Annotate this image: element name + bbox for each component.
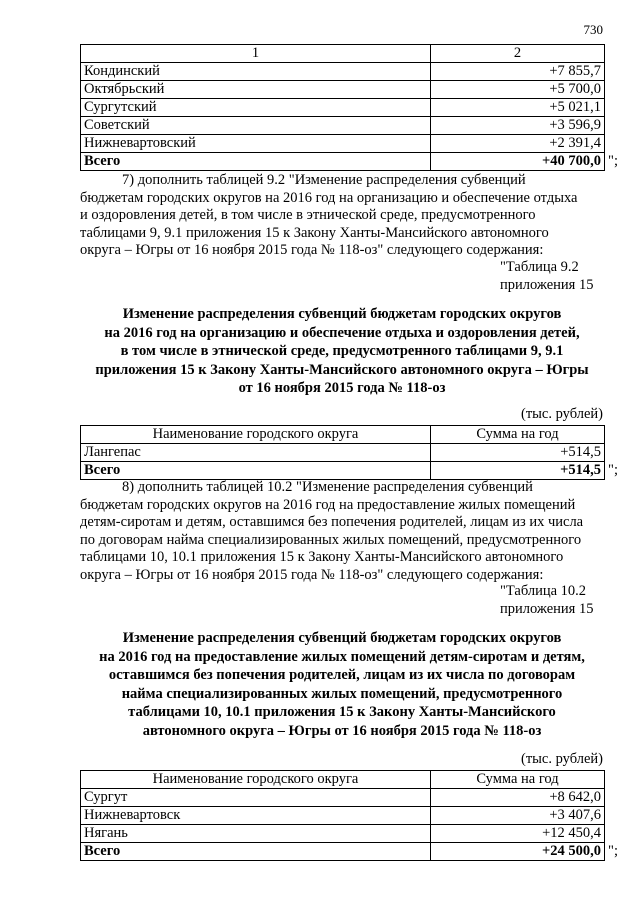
heading-line: на 2016 год на предоставление жилых помещений детям-сиротам и детям, xyxy=(99,648,585,665)
district-name: Октябрьский xyxy=(81,81,431,99)
table-row xyxy=(81,807,605,825)
amount-value: +514,5 xyxy=(431,444,605,462)
paragraph-line: таблицами 9, 9.1 приложения 15 к Закону Ханты-Мансийского автономного xyxy=(80,224,549,241)
district-name: Нижневартовск xyxy=(81,807,431,825)
heading-line: от 16 ноября 2015 года № 118-оз xyxy=(238,380,446,396)
heading-line: автономного округа – Югры от 16 ноября 2015 года № 118-оз xyxy=(142,722,542,739)
total-value xyxy=(431,843,618,861)
table-row xyxy=(81,789,605,807)
units-label: (тыс. рублей) xyxy=(521,751,603,767)
amount-value: +5 700,0 xyxy=(431,81,605,99)
amendment-paragraph-8 xyxy=(80,479,604,584)
table-header-row xyxy=(81,45,605,63)
heading-line: Изменение распределения субвенций бюджетам городских округов xyxy=(122,306,562,322)
amount-value: +5 021,1 xyxy=(431,99,605,117)
district-name: Сургут xyxy=(81,789,431,807)
column-header: Сумма на год xyxy=(431,771,605,789)
table-reference-10-2 xyxy=(500,583,593,618)
units-label: (тыс. рублей) xyxy=(521,406,603,422)
heading-line: приложения 15 к Закону Ханты-Мансийского автономного округа – Югры xyxy=(95,361,589,378)
table-reference-line: приложения 15 xyxy=(500,600,594,617)
table-row xyxy=(81,117,605,135)
table-row xyxy=(81,135,605,153)
heading-line: найма специализированных жилых помещений, предусмотренного xyxy=(121,685,563,702)
amount-value: +12 450,4 xyxy=(431,825,605,843)
column-header: Сумма на год xyxy=(431,426,605,444)
amount-value: +3 407,6 xyxy=(431,807,605,825)
paragraph-line: таблицами 10, 10.1 приложения 15 к Закону Ханты-Мансийского автономного xyxy=(80,549,564,565)
table-row xyxy=(81,81,605,99)
district-name: Кондинский xyxy=(81,63,431,81)
table-row xyxy=(81,444,605,462)
amendment-paragraph-7 xyxy=(80,172,604,260)
total-amount: +514,5 xyxy=(560,462,601,478)
paragraph-line: бюджетам городских округов на 2016 год на предоставление жилых помещений xyxy=(80,496,576,513)
district-name: Нижневартовский xyxy=(81,135,431,153)
table-10-2-heading xyxy=(80,629,604,740)
closing-quote: "; xyxy=(608,462,618,478)
paragraph-line: по договорам найма специализированных жилых помещений, предусмотренного xyxy=(80,531,582,548)
column-header: 2 xyxy=(431,45,605,63)
total-label: Всего xyxy=(81,153,431,171)
heading-line: в том числе в этнической среде, предусмотренного таблицами 9, 9.1 xyxy=(120,343,564,359)
paragraph-line: округа – Югры от 16 ноября 2015 года № 118-оз" следующего содержания: xyxy=(80,566,544,583)
page-number: 730 xyxy=(583,22,603,37)
column-header: Наименование городского округа xyxy=(81,771,431,789)
district-table-1 xyxy=(80,44,618,171)
heading-line: Изменение распределения субвенций бюджетам городских округов xyxy=(122,630,562,646)
district-name: Советский xyxy=(81,117,431,135)
table-header-row xyxy=(81,426,605,444)
table-row xyxy=(81,63,605,81)
heading-line: на 2016 год на организацию и обеспечение отдыха и оздоровления детей, xyxy=(104,324,580,341)
table-9-2-heading xyxy=(80,305,604,398)
amount-value: +7 855,7 xyxy=(431,63,605,81)
paragraph-line: 8) дополнить таблицей 10.2 "Изменение распределения субвенций xyxy=(122,479,533,495)
total-label: Всего xyxy=(81,462,431,480)
table-reference-line: "Таблица 10.2 xyxy=(500,583,587,599)
district-name: Нягань xyxy=(81,825,431,843)
total-row xyxy=(81,462,605,480)
table-header-row xyxy=(81,771,605,789)
total-amount: +40 700,0 xyxy=(541,153,601,169)
paragraph-line: и оздоровления детей, в том числе в этнической среде, предусмотренного xyxy=(80,207,536,223)
heading-line: таблицами 10, 10.1 приложения 15 к Закону Ханты-Мансийского xyxy=(128,704,556,720)
heading-line: оставшимся без попечения родителей, лицам из их числа по договорам xyxy=(108,667,576,683)
total-amount: +24 500,0 xyxy=(541,843,601,859)
total-value xyxy=(431,462,618,480)
table-row xyxy=(81,99,605,117)
district-table-2 xyxy=(80,425,618,480)
district-name: Сургутский xyxy=(81,99,431,117)
district-table-3 xyxy=(80,770,618,861)
paragraph-line: бюджетам городских округов на 2016 год на организацию и обеспечение отдыха xyxy=(80,189,578,206)
paragraph-line: 7) дополнить таблицей 9.2 "Изменение распределения субвенций xyxy=(122,172,526,188)
total-label: Всего xyxy=(81,843,431,861)
column-header: Наименование городского округа xyxy=(81,426,431,444)
total-row xyxy=(81,843,605,861)
amount-value: +8 642,0 xyxy=(431,789,605,807)
table-row xyxy=(81,825,605,843)
total-value xyxy=(431,153,618,171)
table-reference-line: "Таблица 9.2 xyxy=(500,259,579,275)
table-reference-9-2 xyxy=(500,259,593,294)
paragraph-line: детям-сиротам и детям, оставшимся без попечения родителей, лицам из их числа xyxy=(80,514,584,530)
amount-value: +2 391,4 xyxy=(431,135,605,153)
district-name: Лангепас xyxy=(81,444,431,462)
total-row xyxy=(81,153,605,171)
amount-value: +3 596,9 xyxy=(431,117,605,135)
closing-quote: "; xyxy=(608,843,618,859)
table-reference-line: приложения 15 xyxy=(500,276,594,293)
paragraph-line: округа – Югры от 16 ноября 2015 года № 118-оз" следующего содержания: xyxy=(80,242,544,258)
column-header: 1 xyxy=(81,45,431,63)
closing-quote: "; xyxy=(608,153,618,169)
